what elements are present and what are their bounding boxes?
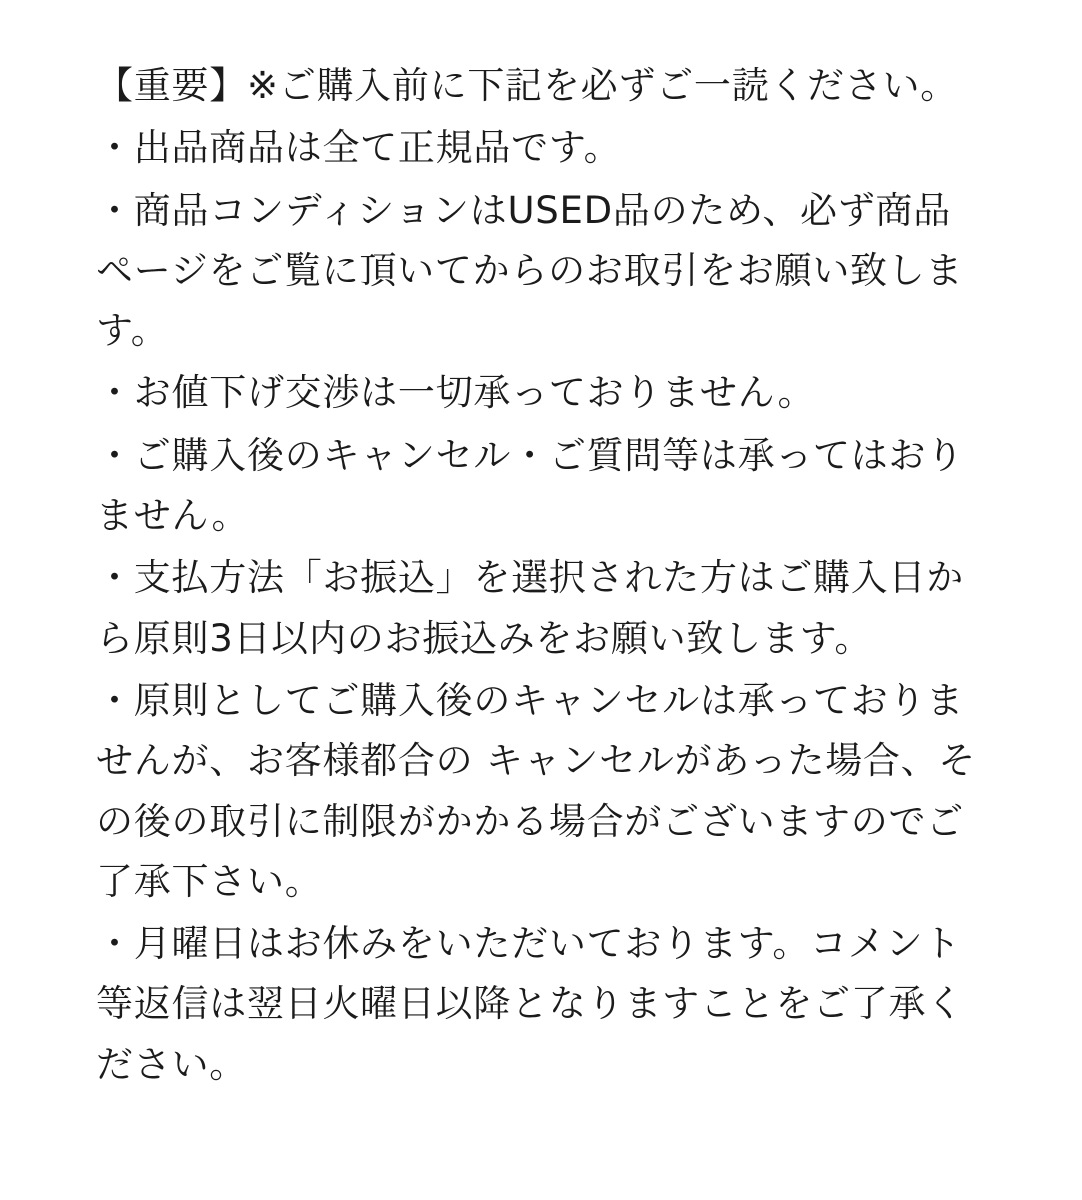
notice-line-monday-closed: ・月曜日はお休みをいただいております。コメント等返信は翌日火曜日以降となりますことをご了承ください。 <box>96 922 965 1086</box>
notice-text-block <box>96 56 982 1095</box>
notice-line-heading: 【重要】※ご購入前に下記を必ずご一読ください。 <box>96 64 959 107</box>
notice-line-bank-transfer: ・支払方法「お振込」を選択された方はご購入日から原則3日以内のお振込みをお願い致します。 <box>96 556 965 660</box>
notice-line-condition: ・商品コンディションはUSED品のため、必ず商品ページをご覧に頂いてからのお取引をお願い致します。 <box>96 188 964 353</box>
notice-line-cancel-policy: ・原則としてご購入後のキャンセルは承っておりませんが、お客様都合の キャンセルがあった場合、その後の取引に制限がかかる場合がございますのでご了承下さい。 <box>96 678 977 903</box>
notice-line-no-cancel-questions: ・ご購入後のキャンセル・ご質問等は承ってはおりません。 <box>96 433 965 538</box>
notice-line-no-discount: ・お値下げ交渉は一切承っておりません。 <box>96 371 816 415</box>
notice-line-authenticity: ・出品商品は全て正規品です。 <box>96 126 622 170</box>
